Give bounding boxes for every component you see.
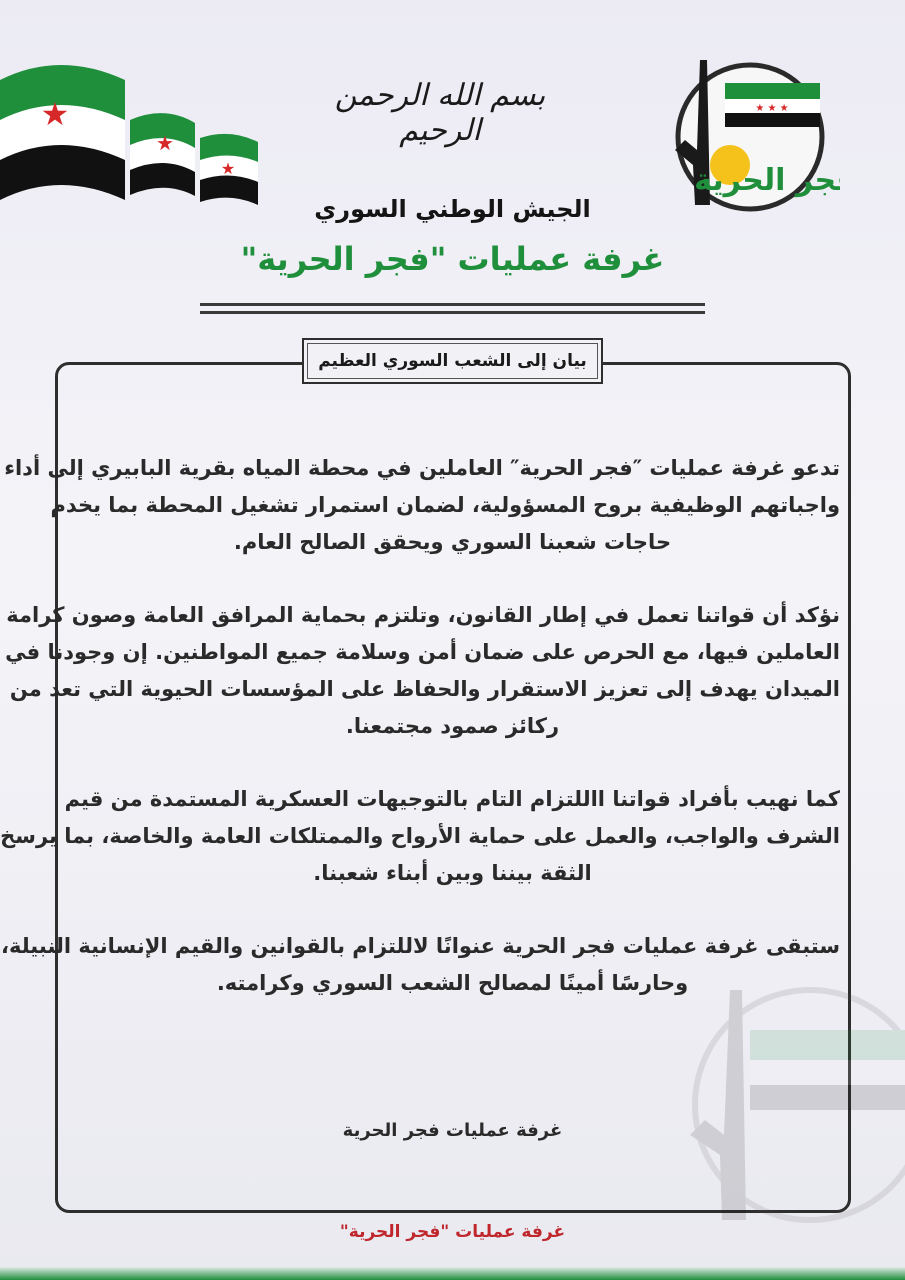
- text-line: ركائز صمود مجتمعنا.: [345, 714, 560, 738]
- statement-label-text: بيان إلى الشعب السوري العظيم: [318, 351, 587, 371]
- svg-text:★: ★: [40, 95, 70, 133]
- text-line: واجباتهم الوظيفية بروح المسؤولية، لضمان استمرار تشغيل المحطة بما يخدم: [50, 493, 840, 517]
- paragraph: [4, 450, 840, 561]
- text-line: تدعو غرفة عمليات ″فجر الحرية″ العاملين في محطة المياه بقرية البابيري إلى أداء: [4, 456, 840, 480]
- divider: [200, 303, 705, 306]
- army-name: الجيش الوطني السوري: [314, 195, 591, 223]
- operations-room-title: غرفة عمليات "فجر الحرية": [240, 240, 665, 278]
- paragraph: [5, 597, 840, 745]
- svg-text:★: ★: [220, 159, 236, 178]
- text-line: حاجات شعبنا السوري ويحقق الصالح العام.: [233, 530, 672, 554]
- signature: غرفة عمليات فجر الحرية: [342, 1120, 563, 1141]
- svg-text:فجر الحرية: فجر الحرية: [694, 163, 840, 198]
- paragraph: [1, 928, 840, 1002]
- paragraph: [0, 781, 840, 892]
- basmala-calligraphy: بسم الله الرحمن الرحيم: [334, 78, 546, 148]
- svg-text:★: ★: [156, 131, 174, 155]
- text-line: ستبقى غرفة عمليات فجر الحرية عنوانًا لاللتزام بالقوانين والقيم الإنسانية النبيلة،: [1, 934, 840, 958]
- statement-body: [0, 450, 840, 1038]
- footer-strip: [0, 1266, 905, 1280]
- text-line: الميدان يهدف إلى تعزيز الاستقرار والحفاظ على المؤسسات الحيوية التي تعد من: [9, 677, 840, 701]
- footer-text: غرفة عمليات "فجر الحرية": [339, 1222, 566, 1242]
- text-line: العاملين فيها، مع الحرص على ضمان أمن وسلامة جميع المواطنين. إن وجودنا في: [5, 640, 840, 664]
- text-line: الشرف والواجب، والعمل على حماية الأرواح والممتلكات العامة والخاصة، بما يرسخ: [0, 824, 840, 848]
- text-line: وحارسًا أمينًا لمصالح الشعب السوري وكرامته.: [216, 971, 689, 995]
- svg-text:★ ★ ★: ★ ★ ★: [755, 103, 789, 114]
- rifle-sun-logo-icon: [655, 55, 840, 215]
- text-line: نؤكد أن قواتنا تعمل في إطار القانون، وتلتزم بحماية المرافق العامة وصون كرامة: [6, 603, 840, 627]
- text-line: كما نهيب بأفراد قواتنا االلتزام التام بالتوجيهات العسكرية المستمدة من قيم: [64, 787, 840, 811]
- divider: [200, 311, 705, 314]
- statement-label: [302, 338, 603, 384]
- text-line: الثقة بيننا وبين أبناء شعبنا.: [313, 861, 592, 885]
